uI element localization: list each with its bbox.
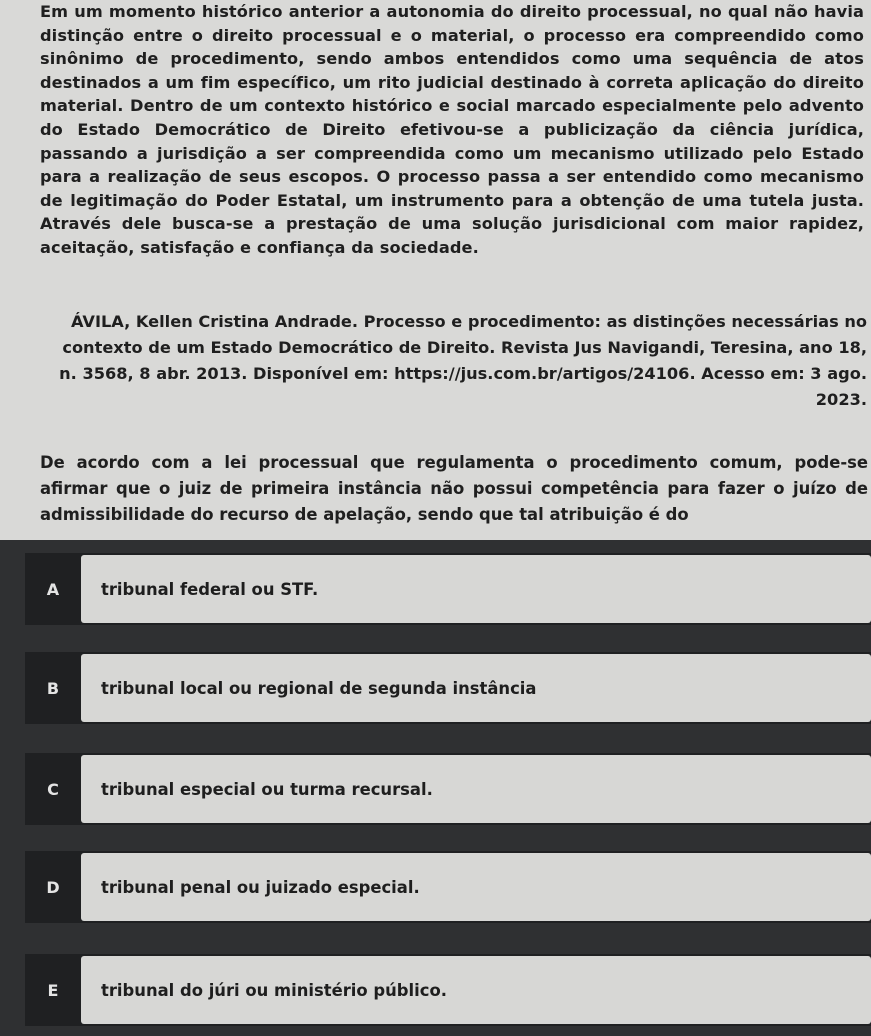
option-d[interactable] <box>25 851 871 923</box>
option-text[interactable]: tribunal especial ou turma recursal. <box>81 755 871 823</box>
option-text[interactable]: tribunal do júri ou ministério público. <box>81 956 871 1024</box>
option-letter: B <box>46 678 60 698</box>
option-text[interactable]: tribunal penal ou juizado especial. <box>81 853 871 921</box>
option-b[interactable] <box>25 652 871 724</box>
citation-text: ÁVILA, Kellen Cristina Andrade. Processo e procedimento: as distinções necessárias no contexto de um Estado Democrático de Direito. Revista Jus Navigandi, Teresina, ano 18, n. 3568, 8 abr. 2013. Disponível em: https://jus.com.br/artigos/24106. Acesso em: 3 ago. 2023. <box>59 312 867 409</box>
passage-text: Em um momento histórico anterior a autonomia do direito processual, no qual não havia distinção entre o direito processual e o material, o processo era compreendido como sinônimo de procedimento, sendo ambos entendidos como uma sequência de atos destinados a um fim específico, um rito judicial destinado à correta aplicação do direito material. Dentro de um contexto histórico e social marcado especialmente pelo advento do Estado Democrático de Direito efetivou-se a publicização da ciência jurídica, passando a jurisdição a ser compreendida como um mecanismo utilizado pelo Estado para a realização de seus escopos. O processo passa a ser entendido como mecanismo de legitimação do Poder Estatal, um instrumento para a obtenção de uma tutela justa. Através dele busca-se a prestação de uma solução jurisdicional com maior rapidez, aceitação, satisfação e confiança da sociedade. <box>40 2 864 257</box>
option-c[interactable] <box>25 753 871 825</box>
option-text[interactable]: tribunal local ou regional de segunda instância <box>81 654 871 722</box>
option-letter: E <box>47 980 59 1000</box>
option-letter: C <box>47 779 59 799</box>
question-prompt: De acordo com a lei processual que regulamenta o procedimento comum, pode-se afirmar que o juiz de primeira instância não possui competência para fazer o juízo de admissibilidade do recurso de apelação, sendo que tal atribuição é do <box>40 453 868 524</box>
option-text[interactable]: tribunal federal ou STF. <box>81 555 871 623</box>
option-letter: D <box>46 877 60 897</box>
option-e[interactable] <box>25 954 871 1026</box>
option-a[interactable] <box>25 553 871 625</box>
option-letter: A <box>46 579 60 599</box>
